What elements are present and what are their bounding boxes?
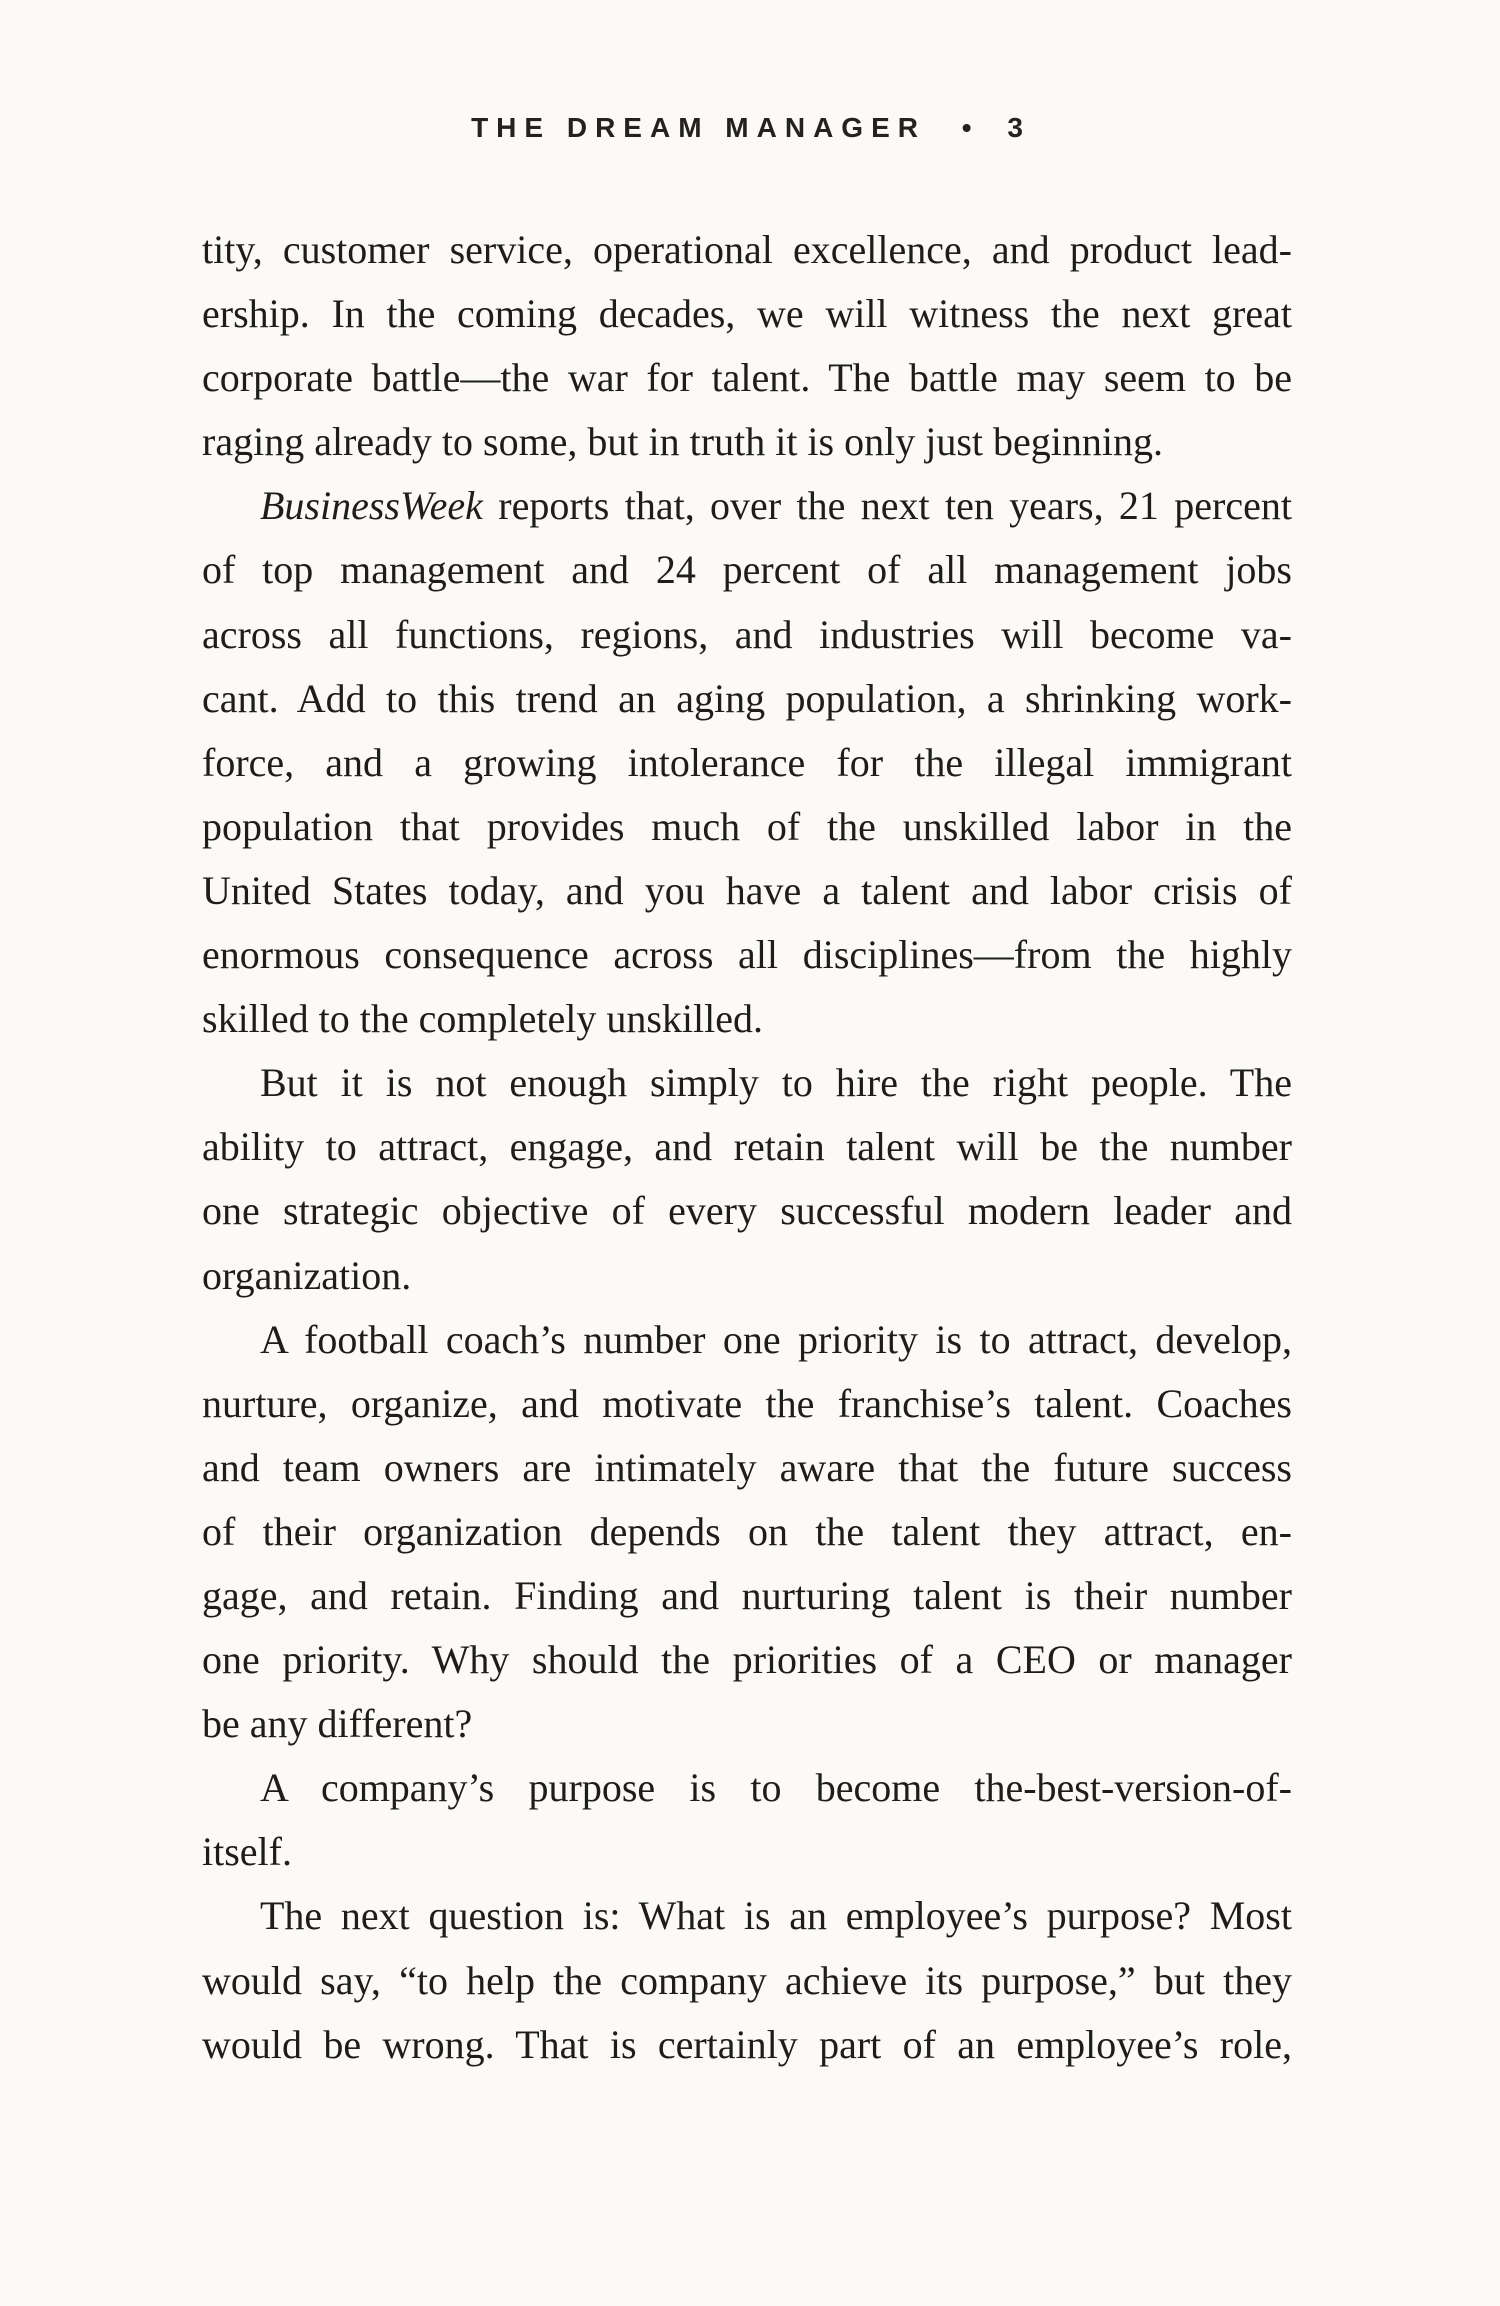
line-text: skilled to the completely unskilled. <box>202 996 764 1042</box>
line-text: The next question is: What is an employee’s purpose? Most <box>260 1893 1292 1939</box>
line-text: reports that, over the next ten years, 21 percent <box>482 483 1292 529</box>
line-text: of their organization depends on the talent they attract, en- <box>202 1508 1292 1554</box>
text-line <box>202 1500 1292 1564</box>
line-text: one strategic objective of every successful modern leader and <box>202 1188 1292 1234</box>
text-line <box>202 923 1292 987</box>
text-line <box>202 859 1292 923</box>
line-text: and team owners are intimately aware that the future success <box>202 1444 1292 1490</box>
running-head-title: THE DREAM MANAGER <box>471 112 926 143</box>
line-text: would be wrong. That is certainly part of an employee’s role, <box>202 2021 1292 2067</box>
line-text: But it is not enough simply to hire the right people. The <box>260 1060 1292 1106</box>
text-line <box>202 1949 1292 2013</box>
line-text: force, and a growing intolerance for the illegal immigrant <box>202 739 1292 785</box>
page-number: 3 <box>1007 112 1023 143</box>
text-line <box>202 474 1292 538</box>
running-head-separator: • <box>961 112 972 143</box>
text-line <box>202 1756 1292 1820</box>
text-line <box>202 1628 1292 1692</box>
text-line <box>202 1820 1292 1884</box>
line-text: itself. <box>202 1829 292 1875</box>
text-line <box>202 1436 1292 1500</box>
text-line <box>202 410 1292 474</box>
line-text: enormous consequence across all disciplines—from the highly <box>202 932 1292 978</box>
text-line <box>202 218 1292 282</box>
line-text: ability to attract, engage, and retain talent will be the number <box>202 1124 1292 1170</box>
text-line <box>202 603 1292 667</box>
line-text: corporate battle—the war for talent. The battle may seem to be <box>202 355 1292 401</box>
text-line <box>202 1564 1292 1628</box>
line-text: A company’s purpose is to become the-best-version-of- <box>260 1765 1292 1811</box>
text-line <box>202 1372 1292 1436</box>
text-line <box>202 987 1292 1051</box>
line-text: gage, and retain. Finding and nurturing talent is their number <box>202 1572 1292 1618</box>
line-text: cant. Add to this trend an aging population, a shrinking work- <box>202 675 1292 721</box>
text-line <box>202 795 1292 859</box>
text-line <box>202 1244 1292 1308</box>
text-line <box>202 1692 1292 1756</box>
line-text: nurture, organize, and motivate the franchise’s talent. Coaches <box>202 1380 1292 1426</box>
text-line <box>202 2013 1292 2077</box>
line-text: ership. In the coming decades, we will witness the next great <box>202 291 1292 337</box>
line-text: population that provides much of the unskilled labor in the <box>202 803 1292 849</box>
line-text: be any different? <box>202 1701 473 1747</box>
line-text: United States today, and you have a talent and labor crisis of <box>202 867 1292 913</box>
publication-title: BusinessWeek <box>260 483 483 529</box>
text-line <box>202 1179 1292 1243</box>
line-text: A football coach’s number one priority is to attract, develop, <box>260 1316 1292 1362</box>
running-head <box>202 112 1292 144</box>
text-line <box>202 1051 1292 1115</box>
line-text: one priority. Why should the priorities of a CEO or manager <box>202 1637 1292 1683</box>
line-text: raging already to some, but in truth it is only just beginning. <box>202 419 1163 465</box>
text-line <box>202 1884 1292 1948</box>
text-line <box>202 667 1292 731</box>
line-text: across all functions, regions, and industries will become va- <box>202 611 1292 657</box>
text-line <box>202 731 1292 795</box>
body-text <box>202 218 1292 2077</box>
text-line <box>202 1308 1292 1372</box>
text-line <box>202 282 1292 346</box>
text-line <box>202 346 1292 410</box>
line-text: organization. <box>202 1252 412 1298</box>
text-line <box>202 1115 1292 1179</box>
line-text: tity, customer service, operational excellence, and product lead- <box>202 227 1292 272</box>
line-text: of top management and 24 percent of all management jobs <box>202 547 1292 593</box>
text-line <box>202 538 1292 602</box>
line-text: would say, “to help the company achieve its purpose,” but they <box>202 1957 1292 2003</box>
